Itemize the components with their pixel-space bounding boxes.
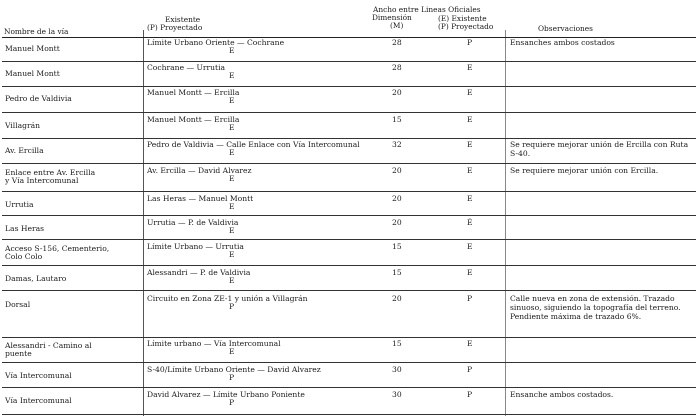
- street-name: Colo Colo: [5, 252, 43, 261]
- street-name: Manuel Montt: [5, 69, 60, 78]
- dimension-value: 30: [392, 365, 402, 374]
- estado-value: E: [467, 166, 473, 175]
- row-divider: [2, 191, 696, 192]
- tramo-status: E: [229, 174, 235, 183]
- row-divider: [2, 61, 696, 62]
- estado-value: E: [467, 88, 473, 97]
- row-divider: [2, 239, 696, 240]
- tramo-status: E: [229, 123, 235, 132]
- header-nombre: Nombre de la vía: [4, 27, 69, 36]
- tramo-status: P: [229, 302, 235, 311]
- estado-value: P: [467, 390, 473, 399]
- street-name: Vía Intercomunal: [5, 371, 72, 380]
- tramo-status: E: [229, 46, 235, 55]
- estado-value: E: [467, 339, 473, 348]
- row-divider: [2, 290, 696, 291]
- street-name: Dorsal: [5, 300, 31, 309]
- header-dimension-unit: (M): [390, 21, 404, 30]
- street-name: Pedro de Valdivia: [5, 94, 72, 103]
- dimension-value: 15: [392, 339, 402, 348]
- tramo-status: E: [229, 276, 235, 285]
- row-divider: [2, 387, 696, 388]
- tramo-status: E: [229, 96, 235, 105]
- dimension-value: 15: [392, 242, 402, 251]
- tramo-text: Cochrane — Urrutia: [147, 63, 226, 72]
- street-name: Av. Ercilla: [5, 146, 44, 155]
- street-name: Damas, Lautaro: [5, 274, 67, 283]
- tramo-status: E: [229, 347, 235, 356]
- column-separator: [143, 30, 144, 416]
- estado-value: E: [467, 194, 473, 203]
- dimension-value: 20: [392, 194, 402, 203]
- estado-value: E: [467, 268, 473, 277]
- dimension-value: 30: [392, 390, 402, 399]
- estado-value: P: [467, 38, 473, 47]
- observation-text: Calle nueva en zona de extensión. Trazado sinuoso, siguiendo la topografía del terreno. Pendiente máxima de trazado 6%.: [510, 294, 681, 321]
- header-p-proyectado: (P) Proyectado: [438, 22, 494, 31]
- tramo-text: S-40/Límite Urbano Oriente — David Alvarez: [147, 365, 321, 374]
- dimension-value: 20: [392, 218, 402, 227]
- tramo-text: Av. Ercilla — David Alvarez: [147, 166, 252, 175]
- street-name: Alessandri - Camino al: [5, 341, 92, 350]
- tramo-status: E: [229, 226, 235, 235]
- dimension-value: 15: [392, 268, 402, 277]
- tramo-text: Límite urbano — Vía Intercomunal: [147, 339, 281, 348]
- tramo-text: Circuito en Zona ZE-1 y unión a Villagrán: [147, 294, 308, 303]
- street-name: Villagrán: [5, 121, 41, 130]
- tramo-text: Pedro de Valdivia — Calle Enlace con Vía Intercomunal: [147, 140, 360, 149]
- tramo-text: Manuel Montt — Ercilla: [147, 88, 240, 97]
- tramo-text: Las Heras — Manuel Montt: [147, 194, 254, 203]
- tramo-status: E: [229, 71, 235, 80]
- tramo-text: David Alvarez — Límite Urbano Poniente: [147, 390, 305, 399]
- street-name: puente: [5, 349, 32, 358]
- tramo-status: P: [229, 373, 235, 382]
- observation-text: Ensanches ambos costados: [510, 38, 615, 47]
- street-name: Acceso S-156, Cementerio,: [5, 244, 110, 253]
- row-divider: [2, 163, 696, 164]
- header-observaciones: Observaciones: [538, 24, 593, 33]
- estado-value: E: [467, 115, 473, 124]
- estado-value: P: [467, 365, 473, 374]
- tramo-text: Manuel Montt — Ercilla: [147, 115, 240, 124]
- row-divider: [2, 414, 696, 415]
- row-divider: [2, 362, 696, 363]
- dimension-value: 20: [392, 88, 402, 97]
- header-ancho-title: Ancho entre Lineas Oficiales: [373, 5, 481, 14]
- row-divider: [2, 112, 696, 113]
- column-separator: [505, 30, 506, 416]
- dimension-value: 20: [392, 166, 402, 175]
- tramo-text: Límite Urbano Oriente — Cochrane: [147, 38, 285, 47]
- tramo-text: Urrutia — P. de Valdivia: [147, 218, 239, 227]
- header-e-existente: (E) Existente: [438, 14, 487, 23]
- estado-value: P: [467, 294, 473, 303]
- street-name: Urrutia: [5, 200, 34, 209]
- row-divider: [2, 337, 696, 338]
- row-divider: [2, 86, 696, 87]
- header-p-proyectado-col: (P) Proyectado: [147, 23, 203, 32]
- estado-value: E: [467, 242, 473, 251]
- estado-value: É: [467, 218, 473, 227]
- tramo-text: Límite Urbano — Urrutia: [147, 242, 244, 251]
- row-divider: [2, 215, 696, 216]
- dimension-value: 28: [392, 38, 402, 47]
- estado-value: E: [467, 140, 473, 149]
- observation-text: Se requiere mejorar unión con Ercilla.: [510, 166, 659, 175]
- tramo-status: E: [229, 250, 235, 259]
- dimension-value: 15: [392, 115, 402, 124]
- row-divider: [2, 265, 696, 266]
- observation-text: Se requiere mejorar unión de Ercilla con Ruta S-40.: [510, 140, 689, 158]
- street-name: Las Heras: [5, 224, 45, 233]
- dimension-value: 28: [392, 63, 402, 72]
- estado-value: E: [467, 63, 473, 72]
- row-divider: [2, 138, 696, 139]
- street-name: Enlace entre Av. Ercilla: [5, 168, 96, 177]
- street-name: Manuel Montt: [5, 44, 60, 53]
- tramo-status: E: [229, 148, 235, 157]
- tramo-status: E: [229, 202, 235, 211]
- tramo-text: Alessandri — P. de Valdivia: [147, 268, 251, 277]
- dimension-value: 32: [392, 140, 402, 149]
- tramo-status: P: [229, 398, 235, 407]
- dimension-value: 20: [392, 294, 402, 303]
- header-existente: Existente: [165, 15, 201, 24]
- observation-text: Ensanche ambos costados.: [510, 390, 614, 399]
- street-name: y Vía Intercomunal: [5, 176, 79, 185]
- street-name: Vía Intercomunal: [5, 396, 72, 405]
- header-dimension: Dimensión: [372, 13, 412, 22]
